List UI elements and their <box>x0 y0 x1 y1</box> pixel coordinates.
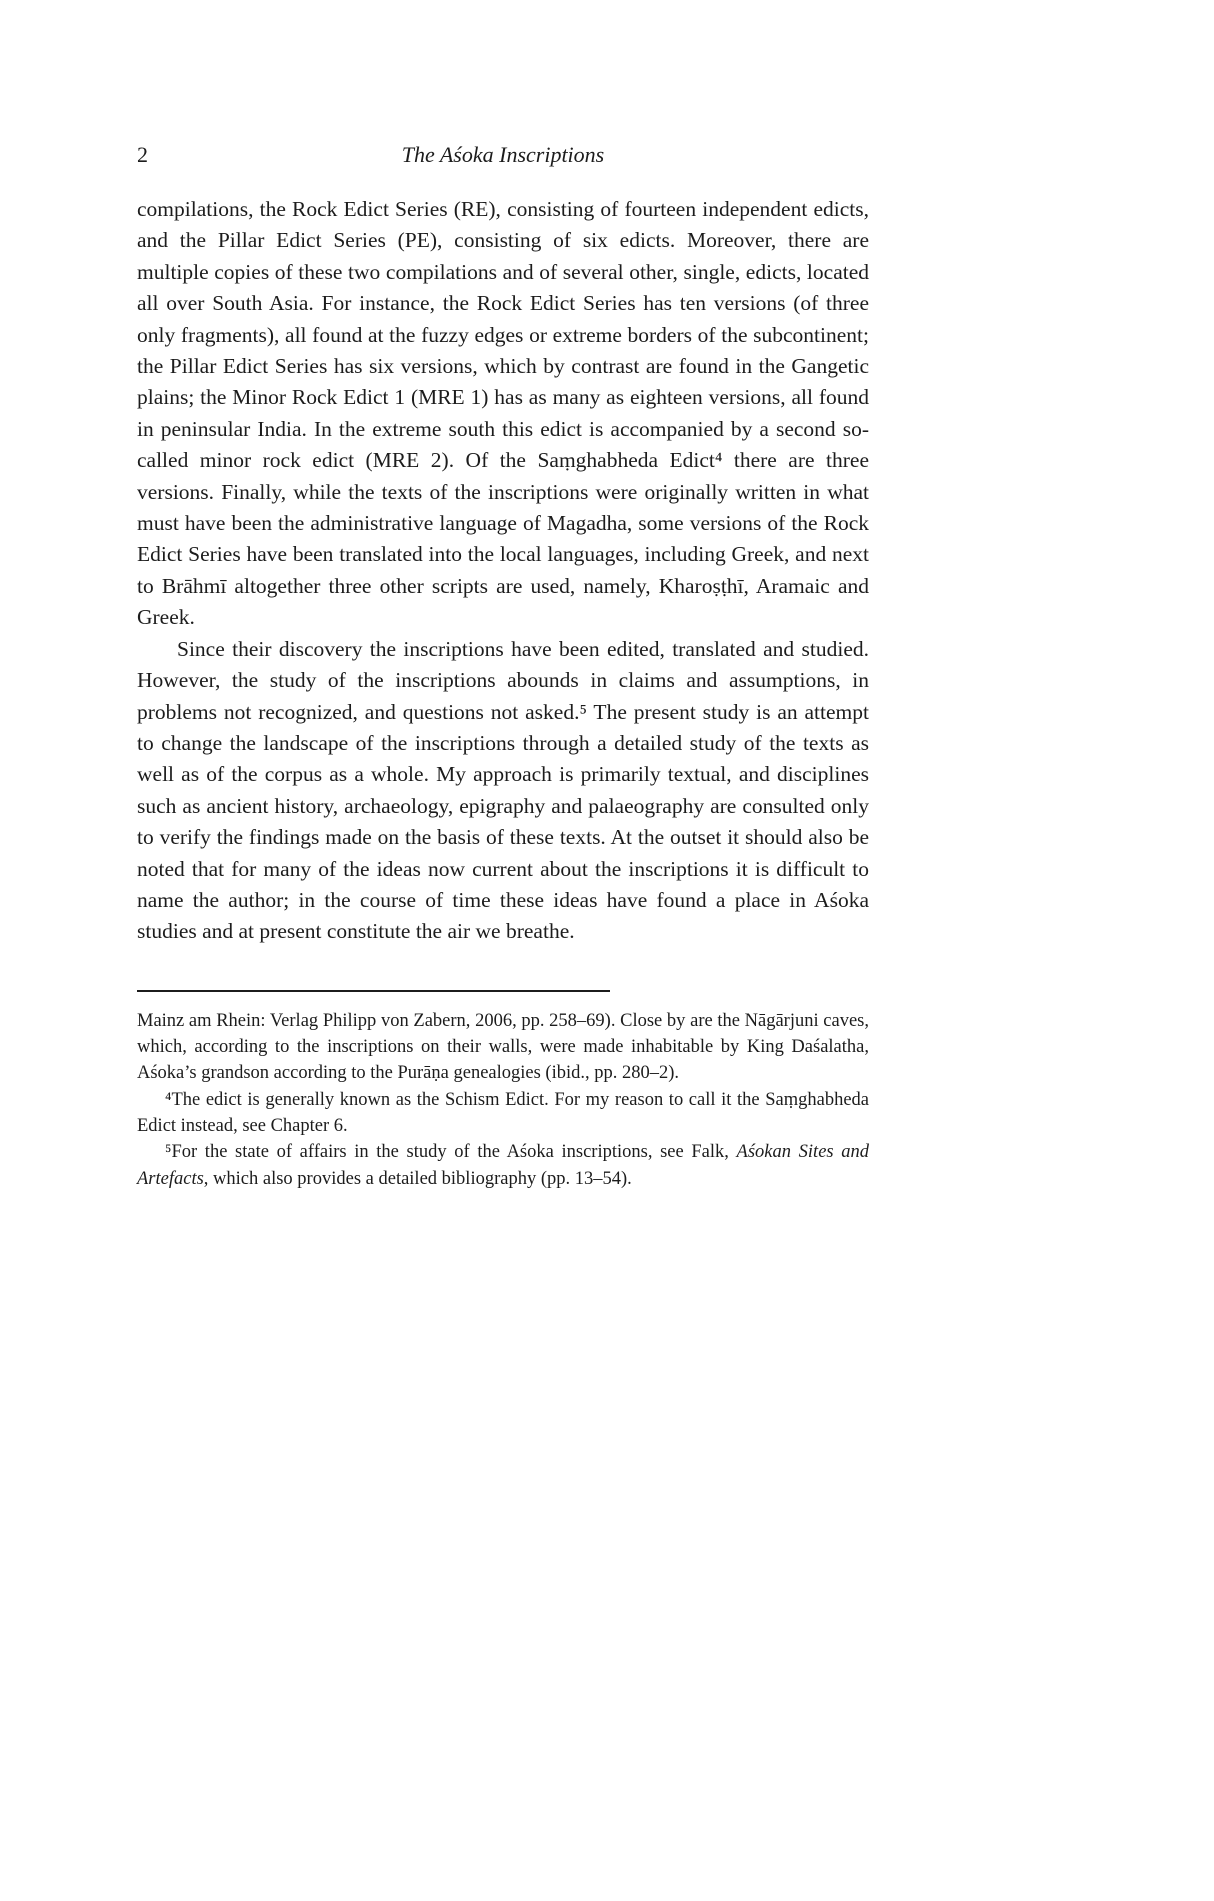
body-text <box>137 194 869 948</box>
running-title: The Aśoka Inscriptions <box>401 142 605 167</box>
footnotes-section <box>137 1008 869 1192</box>
page-number: 2 <box>137 142 148 167</box>
body-paragraph-1: compilations, the Rock Edict Series (RE), consisting of fourteen independent edicts, and the Pillar Edict Series (PE), consisting of six edicts. Moreover, there are multiple copies of these two compilations and of several other, single, edicts, located all over South Asia. For instance, the Rock Edict Series has ten versions (of three only fragments), all found at the fuzzy edges or extreme borders of the subcontinent; the Pillar Edict Series has six versions, which by contrast are found in the Gangetic plains; the Minor Rock Edict 1 (MRE 1) has as many as eighteen versions, all found in peninsular India. In the extreme south this edict is accompanied by a second so-called minor rock edict (MRE 2). Of the Saṃghabheda Edict⁴ there are three versions. Finally, while the texts of the inscriptions were originally written in what must have been the administrative language of Magadha, some versions of the Rock Edict Series have been translated into the local languages, including Greek, and next to Brāhmī altogether three other scripts are used, namely, Kharoṣṭhī, Aramaic and Greek. <box>137 197 869 630</box>
footnote-4: ⁴The edict is generally known as the Schism Edict. For my reason to call it the Saṃghabheda Edict instead, see Chapter 6. <box>137 1089 869 1136</box>
footnote-5 <box>137 1139 869 1192</box>
body-paragraph-2: Since their discovery the inscriptions have been edited, translated and studied. However, the study of the inscriptions abounds in claims and assumptions, in problems not recognized, and questions not asked.⁵ The present study is an attempt to change the landscape of the inscriptions through a detailed study of the texts as well as of the corpus as a whole. My approach is primarily textual, and disciplines such as ancient history, archaeology, epigraphy and palaeography are consulted only to verify the findings made on the basis of these texts. At the outset it should also be noted that for many of the ideas now current about the inscriptions it is difficult to name the author; in the course of time these ideas have found a place in Aśoka studies and at present constitute the air we breathe. <box>137 636 869 944</box>
footnote-5-book-title: Aśokan Sites and Artefacts <box>137 1142 870 1189</box>
page-header <box>137 140 869 170</box>
footnote-separator-rule <box>137 990 610 992</box>
footnote-5-text-suffix: , which also provides a detailed bibliography (pp. 13–54). <box>203 1168 632 1189</box>
footnote-5-text-prefix: ⁵For the state of affairs in the study of the Aśoka inscriptions, see Falk, <box>165 1142 737 1163</box>
footnote-continuation: Mainz am Rhein: Verlag Philipp von Zabern, 2006, pp. 258–69). Close by are the Nāgārjuni caves, which, according to the inscriptions on their walls, were made inhabitable by King Daśalatha, Aśoka’s grandson according to the Purāṇa genealogies (ibid., pp. 280–2). <box>137 1010 869 1084</box>
